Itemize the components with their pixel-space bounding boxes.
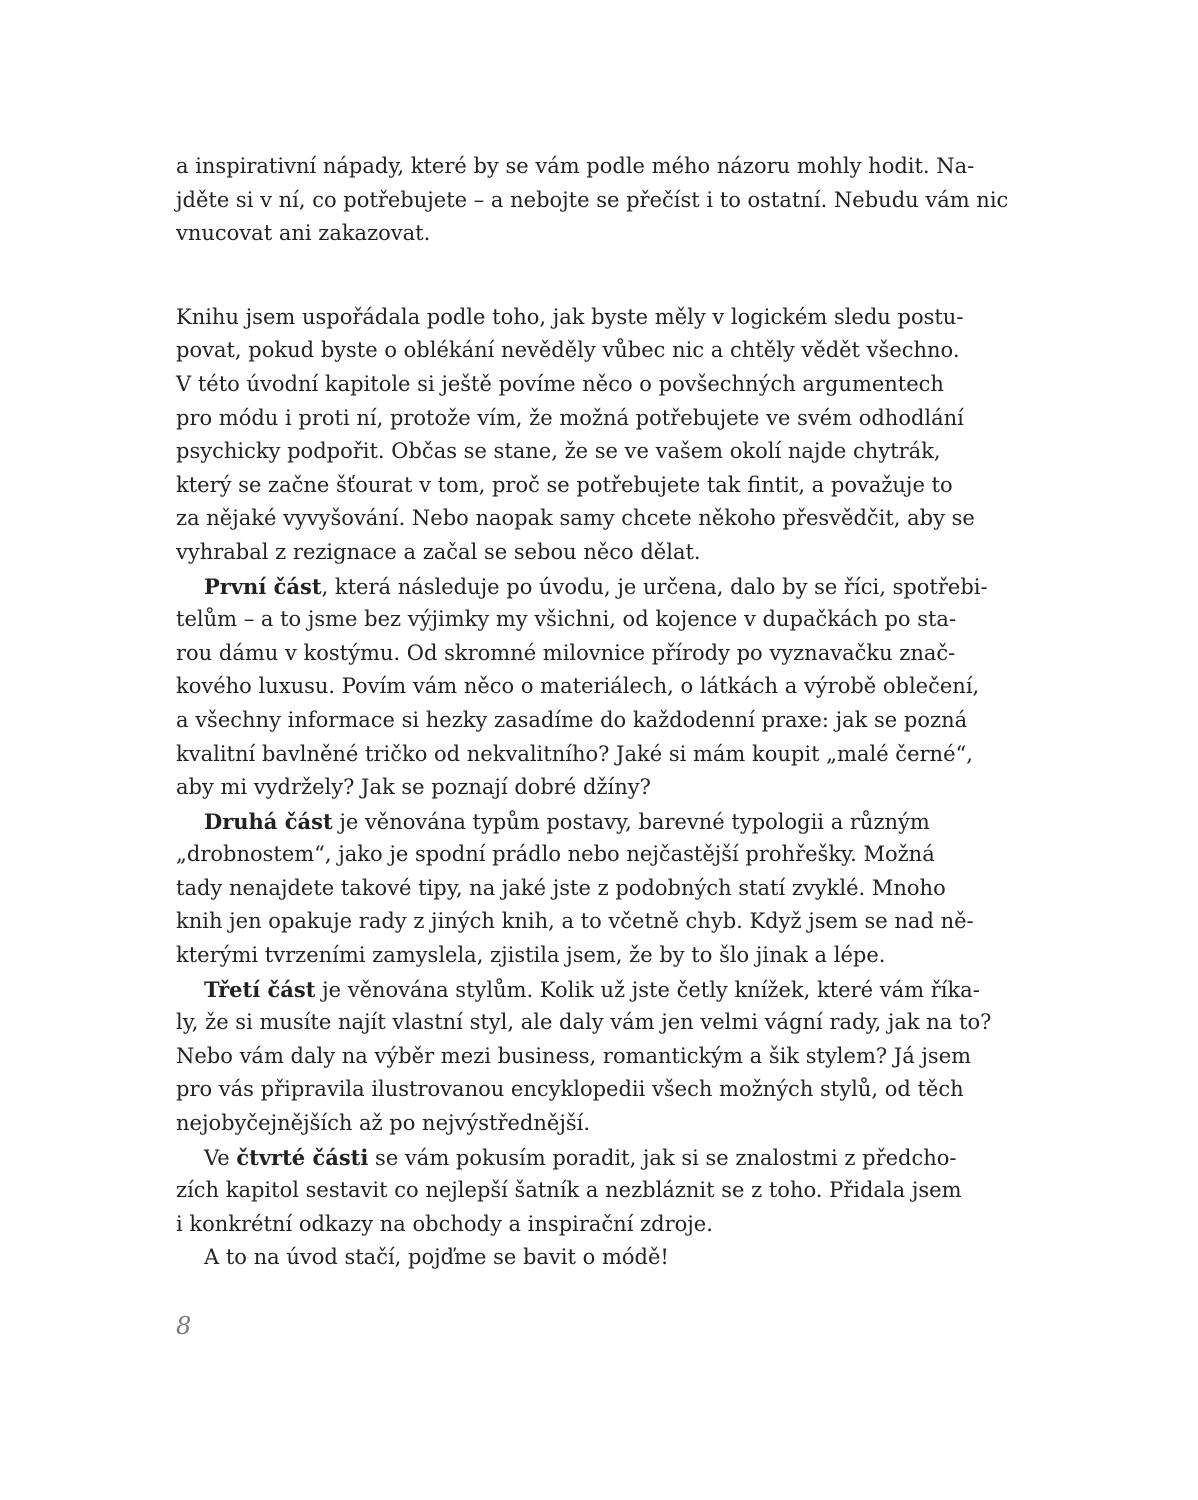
text-line bbox=[176, 334, 1036, 368]
text-line bbox=[176, 1107, 1036, 1141]
text-line bbox=[176, 402, 1036, 436]
text-run: , která následuje po úvodu, je určena, dalo by se říci, spotřebi- bbox=[321, 574, 988, 599]
text-line bbox=[176, 838, 1036, 872]
text-line bbox=[176, 1040, 1036, 1074]
text-run: V této úvodní kapitole si ještě povíme něco o povšechných argumentech bbox=[176, 371, 944, 396]
text-line bbox=[176, 805, 1036, 839]
text-line bbox=[176, 502, 1036, 536]
text-run: vyhrabal z rezignace a začal se sebou něco dělat. bbox=[176, 539, 701, 564]
text-run: jděte si v ní, co potřebujete – a nebojte se přečíst i to ostatní. Nebudu vám nic bbox=[176, 187, 1009, 212]
text-run: je věnována typům postavy, barevné typologii a různým bbox=[332, 809, 930, 834]
text-line bbox=[176, 738, 1036, 772]
text-line bbox=[176, 603, 1036, 637]
text-run: nejobyčejnějších až po nejvýstřednější. bbox=[176, 1111, 591, 1136]
text-run: je věnována stylům. Kolik už jste četly knížek, které vám říka- bbox=[315, 977, 980, 1002]
text-line bbox=[176, 301, 1036, 335]
text-line bbox=[176, 1006, 1036, 1040]
page-number: 8 bbox=[176, 1312, 192, 1340]
text-line bbox=[176, 435, 1036, 469]
body-text bbox=[176, 150, 1036, 1275]
text-run: aby mi vydržely? Jak se poznají dobré džíny? bbox=[176, 775, 651, 800]
text-line bbox=[176, 570, 1036, 604]
text-run: a všechny informace si hezky zasadíme do každodenní praxe: jak se pozná bbox=[176, 707, 968, 732]
text-run: povat, pokud byste o oblékání nevěděly vůbec nic a chtěly vědět všechno. bbox=[176, 338, 960, 363]
bold-term: Třetí část bbox=[204, 976, 316, 1002]
text-run: telům – a to jsme bez výjimky my všichni, od kojence v dupačkách po sta- bbox=[176, 607, 957, 632]
text-line bbox=[176, 1241, 1036, 1275]
text-run: pro módu i proti ní, protože vím, že možná potřebujete ve svém odhodlání bbox=[176, 405, 964, 430]
text-line bbox=[176, 368, 1036, 402]
paragraph bbox=[176, 805, 1036, 973]
text-line bbox=[176, 637, 1036, 671]
text-run: knih jen opakuje rady z jiných knih, a to včetně chyb. Když jsem se nad ně- bbox=[176, 909, 974, 934]
text-line bbox=[176, 771, 1036, 805]
bold-term: čtvrté části bbox=[236, 1144, 369, 1170]
text-run: který se začne šťourat v tom, proč se potřebujete tak fintit, a považuje to bbox=[176, 472, 953, 497]
text-run: kového luxusu. Povím vám něco o materiálech, o látkách a výrobě oblečení, bbox=[176, 674, 980, 699]
text-line bbox=[176, 973, 1036, 1007]
paragraph-gap bbox=[176, 251, 1036, 301]
text-line bbox=[176, 1174, 1036, 1208]
text-run: kterými tvrzeními zamyslela, zjistila jsem, že by to šlo jinak a lépe. bbox=[176, 943, 886, 968]
text-line bbox=[176, 469, 1036, 503]
text-line bbox=[176, 939, 1036, 973]
text-run: „drobnostem“, jako je spodní prádlo nebo nejčastější prohřešky. Možná bbox=[176, 842, 935, 867]
text-line bbox=[176, 536, 1036, 570]
text-run: a inspirativní nápady, které by se vám podle mého názoru mohly hodit. Na- bbox=[176, 154, 975, 178]
text-line bbox=[176, 1141, 1036, 1175]
text-run: Knihu jsem uspořádala podle toho, jak byste měly v logickém sledu postu- bbox=[176, 304, 964, 329]
text-run: vnucovat ani zakazovat. bbox=[176, 221, 431, 246]
text-run: zích kapitol sestavit co nejlepší šatník a nezbláznit se z toho. Přidala jsem bbox=[176, 1178, 962, 1203]
paragraph bbox=[176, 1141, 1036, 1242]
text-line bbox=[176, 872, 1036, 906]
text-line bbox=[176, 184, 1036, 218]
text-run: tady nenajdete takové tipy, na jaké jste z podobných statí zvyklé. Mnoho bbox=[176, 875, 946, 900]
paragraph bbox=[176, 973, 1036, 1141]
text-line bbox=[176, 704, 1036, 738]
text-run: se vám pokusím poradit, jak si se znalostmi z předcho- bbox=[368, 1145, 957, 1170]
text-line bbox=[176, 1073, 1036, 1107]
text-run: kvalitní bavlněné tričko od nekvalitního? Jaké si mám koupit „malé černé“, bbox=[176, 741, 973, 766]
text-line bbox=[176, 905, 1036, 939]
text-run: A to na úvod stačí, pojďme se bavit o módě! bbox=[204, 1245, 669, 1270]
text-line bbox=[176, 217, 1036, 251]
text-run: za nějaké vyvyšování. Nebo naopak samy chcete někoho přesvědčit, aby se bbox=[176, 506, 975, 531]
text-run: Ve bbox=[204, 1145, 237, 1170]
paragraph bbox=[176, 570, 1036, 805]
text-line bbox=[176, 150, 1036, 184]
paragraph bbox=[176, 1241, 1036, 1275]
bold-term: Druhá část bbox=[204, 808, 333, 834]
text-run: psychicky podpořit. Občas se stane, že se ve vašem okolí najde chytrák, bbox=[176, 439, 941, 464]
text-line bbox=[176, 670, 1036, 704]
bold-term: První část bbox=[204, 573, 322, 599]
text-run: Nebo vám daly na výběr mezi business, romantickým a šik stylem? Já jsem bbox=[176, 1043, 972, 1068]
paragraph bbox=[176, 301, 1036, 570]
paragraph bbox=[176, 150, 1036, 251]
text-run: i konkrétní odkazy na obchody a inspirační zdroje. bbox=[176, 1211, 713, 1236]
text-run: ly, že si musíte najít vlastní styl, ale daly vám jen velmi vágní rady, jak na to? bbox=[176, 1010, 992, 1035]
text-run: pro vás připravila ilustrovanou encyklopedii všech možných stylů, od těch bbox=[176, 1077, 964, 1102]
text-run: rou dámu v kostýmu. Od skromné milovnice přírody po vyznavačku znač- bbox=[176, 640, 956, 665]
text-line bbox=[176, 1208, 1036, 1242]
